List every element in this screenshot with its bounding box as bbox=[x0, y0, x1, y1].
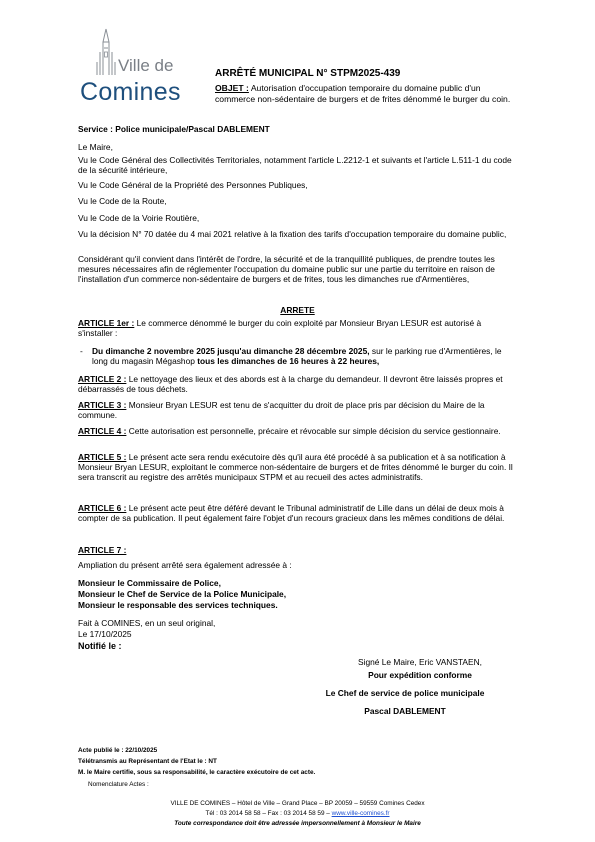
correspondance-line: Toute correspondance doit être adressée impersonnellement à Monsieur le Maire bbox=[174, 820, 421, 827]
contact-line bbox=[0, 810, 595, 818]
visa-3: Vu le Code de la Route, bbox=[78, 196, 167, 206]
article-1-text: Le commerce dénommé le burger du coin exploité par Monsieur Bryan LESUR est autorisé à s'installer : bbox=[78, 318, 482, 338]
recipient-3: Monsieur le responsable des services techniques. bbox=[78, 600, 278, 610]
chef-line: Le Chef de service de police municipale bbox=[325, 688, 485, 698]
article-2-label: ARTICLE 2 : bbox=[78, 374, 127, 384]
certifie: M. le Maire certifie, sous sa responsabilité, le caractère exécutoire de cet acte. bbox=[78, 769, 316, 776]
article-4-text: Cette autorisation est personnelle, précaire et révocable sur simple décision du service gestionnaire. bbox=[128, 426, 501, 436]
tel-fax: Tél : 03 2014 58 58 – Fax : 03 2014 58 59 – bbox=[205, 810, 330, 817]
recipient-1: Monsieur le Commissaire de Police, bbox=[78, 578, 221, 588]
visa-1: Vu le Code Général des Collectivités Territoriales, notamment l'article L.2212-1 et suivants et l'article L.511-1 du code de la sécurité intérieure, bbox=[78, 155, 512, 175]
article-2-text: Le nettoyage des lieux et des abords est à la charge du demandeur. Il devront être laissés propres et débarrassés de tous déchets. bbox=[78, 374, 503, 394]
expedition-line: Pour expédition conforme bbox=[368, 670, 472, 680]
logo-ville-text: Ville de bbox=[118, 56, 174, 75]
article-3-label: ARTICLE 3 : bbox=[78, 400, 127, 410]
recipient-2: Monsieur le Chef de Service de la Police Municipale, bbox=[78, 589, 287, 599]
article-6-text: Le présent acte peut être déféré devant le Tribunal administratif de Lille dans un délai de deux mois à compter de sa publication. Il peut également faire l'objet d'un recours gracieux dans les mêmes conditions de délai. bbox=[78, 503, 505, 523]
date-line: Le 17/10/2025 bbox=[78, 629, 132, 639]
visa-2: Vu le Code Général de la Propriété des Personnes Publiques, bbox=[78, 180, 308, 190]
article-1 bbox=[78, 318, 518, 338]
considerant: Considérant qu'il convient dans l'intérêt de l'ordre, la sécurité et de la tranquillité publiques, de prendre toutes les mesures nécessaires afin de réglementer l'occupation du domaine public sur une partie du territoire en raison de l'installation d'un commerce non-sédentaire de burgers et de frites, tous les dimanches rue d'Armentières, bbox=[78, 254, 495, 284]
article-3 bbox=[78, 400, 518, 420]
objet-block bbox=[215, 83, 520, 104]
bullet-dash: - bbox=[80, 346, 83, 356]
bullet-content bbox=[92, 346, 518, 366]
visa-5: Vu la décision N° 70 datée du 4 mai 2021 relative à la fixation des tarifs d'occupation temporaire du domaine public, bbox=[78, 229, 507, 239]
bullet-dates: Du dimanche 2 novembre 2025 jusqu'au dimanche 28 décembre 2025, bbox=[92, 346, 370, 356]
article-7-label: ARTICLE 7 : bbox=[78, 545, 127, 555]
article-2 bbox=[78, 374, 518, 394]
article-3-text: Monsieur Bryan LESUR est tenu de s'acquitter du droit de place pris par décision du Maire de la commune. bbox=[78, 400, 485, 420]
article-5 bbox=[78, 452, 518, 482]
fait-line: Fait à COMINES, en un seul original, bbox=[78, 618, 216, 628]
article-7-text: Ampliation du présent arrêté sera également adressée à : bbox=[78, 560, 292, 570]
objet-label: OBJET : bbox=[215, 83, 249, 93]
article-1-label: ARTICLE 1er : bbox=[78, 318, 135, 328]
bullet-location: sur le parking rue d'Armentières, le long du magasin Mégashop bbox=[92, 346, 502, 366]
address-line: VILLE DE COMINES – Hôtel de Ville – Grand Place – BP 20059 – 59559 Comines Cedex bbox=[170, 800, 425, 807]
bullet-hours: tous les dimanches de 16 heures à 22 heures, bbox=[197, 356, 380, 366]
article-4-label: ARTICLE 4 : bbox=[78, 426, 127, 436]
article-6 bbox=[78, 503, 518, 523]
visa-4: Vu le Code de la Voirie Routière, bbox=[78, 213, 200, 223]
signe-line: Signé Le Maire, Eric VANSTAEN, bbox=[358, 657, 482, 667]
article-4 bbox=[78, 426, 518, 436]
acte-publie: Acte publié le : 22/10/2025 bbox=[78, 747, 158, 754]
website-link[interactable]: www.ville-comines.fr bbox=[331, 810, 390, 817]
article-5-text: Le présent acte sera rendu exécutoire dès qu'il aura été procédé à sa publication et à sa notification à Monsieur Bryan LESUR, exploitant le commerce non-sédentaire de burgers et de frites dénommé le burger du coin. Il sera transcrit au registre des arrêtés municipaux STPM et au recueil des actes administratifs. bbox=[78, 452, 513, 482]
notifie-line: Notifié le : bbox=[78, 641, 122, 651]
article-1-bullet bbox=[80, 346, 518, 366]
arrete-title: ARRÊTÉ MUNICIPAL N° STPM2025-439 bbox=[215, 68, 401, 79]
maire-line: Le Maire, bbox=[78, 142, 113, 152]
article-6-label: ARTICLE 6 : bbox=[78, 503, 127, 513]
church-icon bbox=[96, 28, 116, 76]
arrete-heading: ARRETE bbox=[280, 305, 315, 315]
nomenclature: Nomenclature Actes : bbox=[88, 781, 149, 788]
teletransmis: Télétransmis au Représentant de l'Etat le : NT bbox=[78, 758, 217, 765]
nom-line: Pascal DABLEMENT bbox=[364, 706, 446, 716]
objet-text: Autorisation d'occupation temporaire du domaine public d'un commerce non-sédentaire de burgers et de frites dénommé le burger du coin. bbox=[215, 83, 511, 104]
article-5-label: ARTICLE 5 : bbox=[78, 452, 127, 462]
service-line: Service : Police municipale/Pascal DABLEMENT bbox=[78, 124, 270, 134]
city-logo bbox=[78, 28, 198, 108]
logo-comines-text: Comines bbox=[80, 78, 181, 106]
signature-block bbox=[260, 657, 550, 716]
